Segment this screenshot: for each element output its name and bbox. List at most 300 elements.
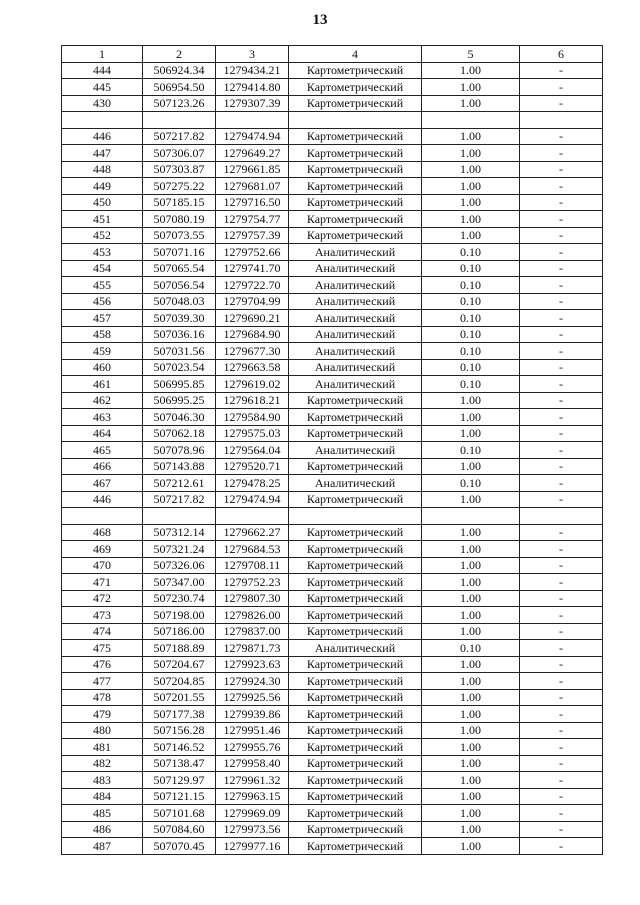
table-cell: 507065.54 [143, 260, 216, 277]
table-cell: - [520, 458, 603, 475]
table-cell: 454 [62, 260, 143, 277]
table-cell: 474 [62, 623, 143, 640]
table-cell: 487 [62, 838, 143, 855]
table-row [62, 656, 603, 673]
table-cell: 1279871.73 [216, 640, 289, 657]
table-cell: 1.00 [422, 838, 520, 855]
table-cell [422, 112, 520, 129]
table-cell: - [520, 607, 603, 624]
table-cell: 1279925.56 [216, 689, 289, 706]
table-row [62, 821, 603, 838]
table-cell: - [520, 574, 603, 591]
table-cell: 460 [62, 359, 143, 376]
table-cell: 1.00 [422, 211, 520, 228]
table-cell: 1279478.25 [216, 475, 289, 492]
table-cell: 1279649.27 [216, 145, 289, 162]
table-cell: - [520, 425, 603, 442]
table-cell: Картометрический [289, 227, 422, 244]
table-cell [143, 508, 216, 525]
table-cell: 452 [62, 227, 143, 244]
table-cell [62, 112, 143, 129]
table-cell: Аналитический [289, 310, 422, 327]
table-cell: 1279939.86 [216, 706, 289, 723]
table-row [62, 211, 603, 228]
table-cell: 1.00 [422, 673, 520, 690]
table-cell: 507177.38 [143, 706, 216, 723]
table-row [62, 326, 603, 343]
table-cell: 507186.00 [143, 623, 216, 640]
table-cell: 457 [62, 310, 143, 327]
table-cell: 467 [62, 475, 143, 492]
table-cell: 1.00 [422, 788, 520, 805]
table-cell: 1279474.94 [216, 491, 289, 508]
table-row [62, 706, 603, 723]
table-cell: 507188.89 [143, 640, 216, 657]
table-cell: 1279681.07 [216, 178, 289, 195]
table-cell: 1279807.30 [216, 590, 289, 607]
table-cell: 450 [62, 194, 143, 211]
table-cell: 507073.55 [143, 227, 216, 244]
table-row [62, 392, 603, 409]
table-cell: - [520, 673, 603, 690]
table-row [62, 343, 603, 360]
table-cell: 0.10 [422, 343, 520, 360]
table-cell: Картометрический [289, 392, 422, 409]
table-cell: - [520, 244, 603, 261]
table-cell: Картометрический [289, 178, 422, 195]
table-cell: Картометрический [289, 673, 422, 690]
table-cell: 1279474.94 [216, 128, 289, 145]
table-cell: 1279757.39 [216, 227, 289, 244]
table-cell: 481 [62, 739, 143, 756]
table-cell: 1279564.04 [216, 442, 289, 459]
column-header: 5 [422, 46, 520, 63]
table-cell: 1.00 [422, 739, 520, 756]
table-cell: - [520, 376, 603, 393]
table-cell: 1279973.56 [216, 821, 289, 838]
table-cell: 507046.30 [143, 409, 216, 426]
table-cell: 0.10 [422, 475, 520, 492]
table-row [62, 376, 603, 393]
table-header-row [62, 46, 603, 63]
table-cell: 445 [62, 79, 143, 96]
table-cell [216, 508, 289, 525]
table-cell: Картометрический [289, 95, 422, 112]
table-cell: 0.10 [422, 640, 520, 657]
table-cell: 507039.30 [143, 310, 216, 327]
table-row [62, 491, 603, 508]
table-cell: 1.00 [422, 62, 520, 79]
table-cell: 507275.22 [143, 178, 216, 195]
table-cell: Аналитический [289, 343, 422, 360]
table-cell: - [520, 211, 603, 228]
table-cell: Аналитический [289, 359, 422, 376]
table-cell: 507036.16 [143, 326, 216, 343]
table-cell: 507056.54 [143, 277, 216, 294]
table-cell: 447 [62, 145, 143, 162]
table-cell: 1279575.03 [216, 425, 289, 442]
table-cell [520, 112, 603, 129]
table-cell: - [520, 392, 603, 409]
table-row [62, 623, 603, 640]
table-cell: 1279619.02 [216, 376, 289, 393]
table-cell: 1279741.70 [216, 260, 289, 277]
table-cell: 1.00 [422, 623, 520, 640]
table-row [62, 772, 603, 789]
table-cell: 1279434.21 [216, 62, 289, 79]
table-cell: 1.00 [422, 79, 520, 96]
table-cell: 507303.87 [143, 161, 216, 178]
table-cell: 1.00 [422, 557, 520, 574]
table-cell: 507121.15 [143, 788, 216, 805]
table-cell: 1279958.40 [216, 755, 289, 772]
table-cell: Картометрический [289, 79, 422, 96]
table-cell: 1279955.76 [216, 739, 289, 756]
table-cell: - [520, 656, 603, 673]
table-cell: 507204.67 [143, 656, 216, 673]
table-cell: 1279677.30 [216, 343, 289, 360]
column-header: 1 [62, 46, 143, 63]
table-cell: Картометрический [289, 590, 422, 607]
table-cell: Картометрический [289, 211, 422, 228]
table-cell: 507048.03 [143, 293, 216, 310]
table-cell: Картометрический [289, 722, 422, 739]
table-cell: - [520, 326, 603, 343]
table-cell: 1279923.63 [216, 656, 289, 673]
table-cell: 0.10 [422, 293, 520, 310]
table-cell: Картометрический [289, 491, 422, 508]
table-cell: 468 [62, 524, 143, 541]
table-row [62, 458, 603, 475]
table-cell: - [520, 475, 603, 492]
table-cell: 507023.54 [143, 359, 216, 376]
table-cell: 507101.68 [143, 805, 216, 822]
table-row [62, 722, 603, 739]
table-cell [289, 508, 422, 525]
table-cell [62, 508, 143, 525]
table-cell: 507201.55 [143, 689, 216, 706]
table-cell: Аналитический [289, 326, 422, 343]
table-cell: 1279307.39 [216, 95, 289, 112]
table-cell: - [520, 640, 603, 657]
table-row [62, 475, 603, 492]
table-cell: 486 [62, 821, 143, 838]
table-cell: 472 [62, 590, 143, 607]
table-cell: 507084.60 [143, 821, 216, 838]
table-cell: 1.00 [422, 722, 520, 739]
table-cell: 1279977.16 [216, 838, 289, 855]
table-cell: 507071.16 [143, 244, 216, 261]
table-cell [289, 112, 422, 129]
table-row [62, 161, 603, 178]
table-row [62, 178, 603, 195]
table-cell: Картометрический [289, 541, 422, 558]
column-header: 6 [520, 46, 603, 63]
table-row [62, 640, 603, 657]
table-cell: 507070.45 [143, 838, 216, 855]
table-cell: 462 [62, 392, 143, 409]
table-cell: Картометрический [289, 161, 422, 178]
table-cell: - [520, 491, 603, 508]
table-cell: 1279414.80 [216, 79, 289, 96]
table-cell: - [520, 722, 603, 739]
table-cell: 483 [62, 772, 143, 789]
table-cell: 455 [62, 277, 143, 294]
table-cell: 484 [62, 788, 143, 805]
table-cell: 1.00 [422, 772, 520, 789]
table-cell: 482 [62, 755, 143, 772]
table-row [62, 79, 603, 96]
table-cell: 507078.96 [143, 442, 216, 459]
table-cell: 1279722.70 [216, 277, 289, 294]
table-row [62, 524, 603, 541]
table-cell: Картометрический [289, 755, 422, 772]
table-cell: 469 [62, 541, 143, 558]
table-cell: - [520, 310, 603, 327]
column-header: 4 [289, 46, 422, 63]
table-cell: 1279661.85 [216, 161, 289, 178]
table-cell: 507306.07 [143, 145, 216, 162]
table-cell: - [520, 79, 603, 96]
table-cell: - [520, 128, 603, 145]
column-header: 2 [143, 46, 216, 63]
table-row [62, 310, 603, 327]
table-row [62, 95, 603, 112]
table-cell: - [520, 788, 603, 805]
table-cell: 453 [62, 244, 143, 261]
table-cell: 1.00 [422, 706, 520, 723]
table-cell: 1279663.58 [216, 359, 289, 376]
table-cell: - [520, 161, 603, 178]
table-cell: 1.00 [422, 409, 520, 426]
table-cell: - [520, 178, 603, 195]
table-cell: Картометрический [289, 623, 422, 640]
table-cell: - [520, 739, 603, 756]
table-cell: - [520, 62, 603, 79]
table-cell: 507217.82 [143, 491, 216, 508]
table-cell: 0.10 [422, 442, 520, 459]
table-row [62, 557, 603, 574]
column-header: 3 [216, 46, 289, 63]
table-cell: 1.00 [422, 805, 520, 822]
table-cell: Картометрический [289, 788, 422, 805]
table-cell: Аналитический [289, 260, 422, 277]
table-cell: 1279754.77 [216, 211, 289, 228]
table-cell: 1.00 [422, 755, 520, 772]
table-cell: 1.00 [422, 821, 520, 838]
table-cell: - [520, 194, 603, 211]
table-cell: 1279618.21 [216, 392, 289, 409]
table-cell: - [520, 95, 603, 112]
table-cell: 1279951.46 [216, 722, 289, 739]
table-cell: 1.00 [422, 95, 520, 112]
table-cell: - [520, 821, 603, 838]
table-cell: 507326.06 [143, 557, 216, 574]
table-cell: 0.10 [422, 260, 520, 277]
table-cell: 1.00 [422, 178, 520, 195]
table-row [62, 359, 603, 376]
table-row [62, 541, 603, 558]
table-cell: 1279826.00 [216, 607, 289, 624]
table-cell: Аналитический [289, 277, 422, 294]
table-cell: 1.00 [422, 607, 520, 624]
table-cell: - [520, 260, 603, 277]
table-cell: Картометрический [289, 62, 422, 79]
table-cell: 1279704.99 [216, 293, 289, 310]
table-cell: 507217.82 [143, 128, 216, 145]
table-cell: 1.00 [422, 541, 520, 558]
table-cell: 464 [62, 425, 143, 442]
table-cell: 507156.28 [143, 722, 216, 739]
table-cell: 446 [62, 491, 143, 508]
table-cell: 1.00 [422, 574, 520, 591]
table-cell: 451 [62, 211, 143, 228]
table-cell: 461 [62, 376, 143, 393]
table-cell: 465 [62, 442, 143, 459]
table-cell: 507185.15 [143, 194, 216, 211]
table-cell [216, 112, 289, 129]
table-cell: 1.00 [422, 145, 520, 162]
coordinates-table [61, 45, 603, 855]
table-row [62, 425, 603, 442]
table-cell [422, 508, 520, 525]
table-row [62, 244, 603, 261]
table-cell: Аналитический [289, 442, 422, 459]
table-cell: 0.10 [422, 277, 520, 294]
table-cell: 1.00 [422, 194, 520, 211]
table-cell: - [520, 227, 603, 244]
table-cell: 507143.88 [143, 458, 216, 475]
table-row [62, 128, 603, 145]
table-cell: 507146.52 [143, 739, 216, 756]
table-cell: 1279690.21 [216, 310, 289, 327]
table-cell: Картометрический [289, 557, 422, 574]
table-cell: 478 [62, 689, 143, 706]
table-row [62, 805, 603, 822]
table-cell: - [520, 541, 603, 558]
table-cell: - [520, 689, 603, 706]
table-cell: - [520, 277, 603, 294]
table-cell: 1279520.71 [216, 458, 289, 475]
table-cell: 1.00 [422, 392, 520, 409]
table-cell: 507212.61 [143, 475, 216, 492]
table-cell: 0.10 [422, 326, 520, 343]
table-row [62, 277, 603, 294]
table-cell: 507062.18 [143, 425, 216, 442]
table-cell: 1279708.11 [216, 557, 289, 574]
table-cell: 470 [62, 557, 143, 574]
table-cell: 507129.97 [143, 772, 216, 789]
table-cell: 471 [62, 574, 143, 591]
table-cell: 507321.24 [143, 541, 216, 558]
table-row [62, 409, 603, 426]
table-row [62, 260, 603, 277]
table-cell: 507347.00 [143, 574, 216, 591]
table-cell: 1.00 [422, 161, 520, 178]
table-cell: - [520, 409, 603, 426]
table-cell: Картометрический [289, 706, 422, 723]
table-cell: Картометрический [289, 524, 422, 541]
table-cell: Картометрический [289, 145, 422, 162]
table-cell: 1279924.30 [216, 673, 289, 690]
table-cell: 475 [62, 640, 143, 657]
table-cell: - [520, 772, 603, 789]
table-row [62, 838, 603, 855]
table-cell: 1.00 [422, 491, 520, 508]
table-cell: - [520, 706, 603, 723]
table-cell: - [520, 838, 603, 855]
table-cell: - [520, 442, 603, 459]
table-cell: Картометрический [289, 838, 422, 855]
table-cell: 463 [62, 409, 143, 426]
table-cell: 507230.74 [143, 590, 216, 607]
table-cell: 473 [62, 607, 143, 624]
table-cell: Картометрический [289, 607, 422, 624]
table-cell: 507031.56 [143, 343, 216, 360]
table-cell: 1.00 [422, 425, 520, 442]
table-cell: 1279584.90 [216, 409, 289, 426]
table-cell: - [520, 359, 603, 376]
table-cell: 476 [62, 656, 143, 673]
table-cell: Картометрический [289, 409, 422, 426]
table-cell: 507080.19 [143, 211, 216, 228]
table-row [62, 755, 603, 772]
table-cell: 1279963.15 [216, 788, 289, 805]
table-cell: 1279837.00 [216, 623, 289, 640]
table-cell: 444 [62, 62, 143, 79]
table-row [62, 442, 603, 459]
table-cell: 507123.26 [143, 95, 216, 112]
table-cell: 448 [62, 161, 143, 178]
table-cell: 466 [62, 458, 143, 475]
table-cell: 1279684.90 [216, 326, 289, 343]
table-cell: Аналитический [289, 376, 422, 393]
table-cell: 1.00 [422, 227, 520, 244]
table-cell: Картометрический [289, 656, 422, 673]
page-number: 13 [312, 12, 328, 28]
table-row [62, 607, 603, 624]
table-cell: 479 [62, 706, 143, 723]
table-cell: Аналитический [289, 475, 422, 492]
table-cell: - [520, 343, 603, 360]
table-cell: Картометрический [289, 821, 422, 838]
table-cell: - [520, 524, 603, 541]
table-row [62, 739, 603, 756]
table-row [62, 194, 603, 211]
table-cell: 477 [62, 673, 143, 690]
table-cell: 507312.14 [143, 524, 216, 541]
table-cell: 507204.85 [143, 673, 216, 690]
table-cell: - [520, 805, 603, 822]
table-cell: 0.10 [422, 244, 520, 261]
table-row [62, 673, 603, 690]
table-cell: 1279716.50 [216, 194, 289, 211]
table-cell: 506995.25 [143, 392, 216, 409]
table-cell: 1.00 [422, 458, 520, 475]
table-cell: 480 [62, 722, 143, 739]
table-cell: Картометрический [289, 772, 422, 789]
table-cell [143, 112, 216, 129]
table-cell: - [520, 755, 603, 772]
table-cell: Аналитический [289, 293, 422, 310]
table-row [62, 112, 603, 129]
table-cell: Картометрический [289, 574, 422, 591]
table-row [62, 574, 603, 591]
table-row [62, 62, 603, 79]
table-body [62, 62, 603, 854]
table-cell: 459 [62, 343, 143, 360]
table-cell: 506954.50 [143, 79, 216, 96]
